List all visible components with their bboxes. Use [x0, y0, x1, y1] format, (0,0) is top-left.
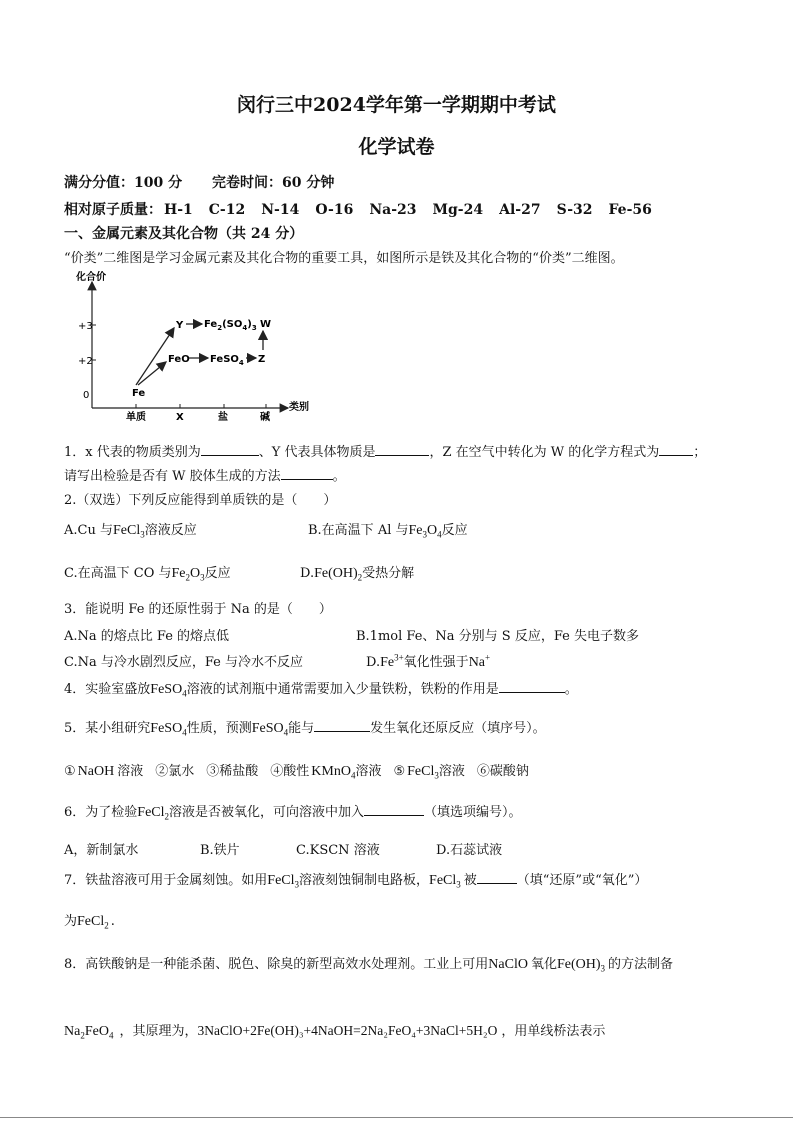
q1-line2: 请写出检验是否有 W 胶体生成的方法 。 [64, 469, 346, 484]
q5-option-4: ④酸性 KMnO$_4$溶液 [270, 764, 382, 781]
q6-option-d[interactable]: D.石蕊试液 [436, 843, 503, 858]
mass-fe: Fe-56 [608, 202, 652, 218]
q4-blank[interactable] [499, 680, 565, 693]
exam-title: 闵行三中2024学年第一学期期中考试 [237, 94, 556, 116]
mass-c: C-12 [208, 202, 246, 218]
section-intro: “价类”二维图是学习金属元素及其化合物的重要工具，如图所示是铁及其化合物的“价类”二维图。 [64, 251, 624, 266]
node-fe2so43: $Fe_2(SO_4)_3$ [204, 319, 257, 332]
x-tick-x: X [176, 412, 184, 423]
q2-option-d[interactable]: $D.Fe(OH)_2$受热分解 [300, 566, 415, 583]
node-feo: FeO [168, 354, 190, 365]
q5-line: 5．某小组研究FeSO$_4$性质，预测FeSO$_4$能与 发生氧化还原反应（填序号）。 [64, 721, 546, 738]
y-axis-label: 化合价 [76, 272, 106, 283]
node-y: Y [176, 320, 184, 331]
section-title: 一、金属元素及其化合物（共 24 分） [64, 226, 304, 242]
q6-blank[interactable] [364, 803, 424, 816]
y-tick-plus2: +2 [78, 356, 93, 367]
y-tick-plus3: +3 [78, 321, 93, 332]
q2-option-a[interactable]: A.Cu 与FeCl$_3$溶液反应 [64, 523, 197, 540]
node-z: Z [258, 354, 266, 365]
q5-option-1: ① NaOH 溶液 [64, 764, 144, 779]
q2-stem: 2.（双选）下列反应能得到单质铁的是（ ） [64, 493, 337, 508]
atomic-mass-label: 相对原子质量： [64, 202, 162, 218]
mass-na: Na-23 [369, 202, 417, 218]
mass-o: O-16 [315, 202, 354, 218]
q5-option-5: ⑤ FeCl$_3$溶液 [393, 764, 465, 781]
x-tick-element: 单质 [126, 412, 146, 423]
q3-option-a[interactable]: A.Na 的熔点比 Fe 的熔点低 [64, 629, 230, 644]
page-bottom-rule [0, 1117, 793, 1118]
mass-al: Al-27 [499, 202, 541, 218]
x-axis-label: 类别 [289, 402, 309, 413]
q2-option-c[interactable]: C.在高温下 CO 与$Fe_2O_3$反应 [64, 566, 231, 583]
mass-h: H-1 [164, 202, 193, 218]
q8-line2: $Na_2FeO_4$ ，其原理为，3NaClO+2Fe(OH)₃+4NaOH=2Na₂FeO₄+3NaCl+5H₂O ，用单线桥法表示 [64, 1023, 606, 1041]
valence-class-diagram [62, 268, 322, 424]
q7-blank[interactable] [477, 871, 517, 884]
x-tick-base: 碱 [260, 412, 270, 423]
node-feso4: FeSO$_4$ [210, 354, 244, 367]
q1-line1: 1．x 代表的物质类别为 、Y 代表具体物质是 ，Z 在空气中转化为 W 的化学方程式为 ； [64, 445, 707, 460]
q1-blank-equation[interactable] [659, 443, 693, 456]
q5-option-2: ②氯水 [155, 764, 195, 779]
q6-option-a[interactable]: A，新制氯水 [64, 843, 139, 858]
time-info: 完卷时间：60 分钟 [212, 175, 335, 191]
mass-mg: Mg-24 [432, 202, 484, 218]
q3-option-c[interactable]: C.Na 与冷水剧烈反应，Fe 与冷水不反应 [64, 655, 304, 670]
node-w: W [260, 319, 272, 330]
q5-options [64, 760, 529, 781]
exam-subtitle: 化学试卷 [358, 136, 435, 158]
q3-option-b[interactable]: B.1mol Fe、Na 分别与 S 反应，Fe 失电子数多 [356, 629, 639, 644]
q5-option-3: ③稀盐酸 [206, 764, 259, 779]
q7-line1: 7．铁盐溶液可用于金属刻蚀。如用FeCl$_3$溶液刻蚀铜制电路板，FeCl$_3$ 被 （填“还原”或“氧化”） [64, 873, 648, 890]
q5-option-6: ⑥碳酸钠 [476, 764, 529, 779]
arrow-fe-to-feo [138, 362, 166, 385]
q4-line: 4．实验室盛放FeSO$_4$溶液的试剂瓶中通常需要加入少量铁粉，铁粉的作用是 。 [64, 682, 578, 699]
q6-option-c[interactable]: C.KSCN 溶液 [296, 843, 380, 858]
q6-option-b[interactable]: B.铁片 [200, 843, 240, 858]
q1-blank-x[interactable] [201, 443, 259, 456]
q2-option-b[interactable]: B.在高温下 Al 与$Fe_3O_4$反应 [308, 523, 468, 540]
y-tick-zero: 0 [83, 390, 90, 401]
mass-s: S-32 [556, 202, 593, 218]
q7-line2: 为FeCl$_2$ . [64, 914, 115, 931]
q3-stem: 3．能说明 Fe 的还原性弱于 Na 的是（ ） [64, 602, 332, 617]
q8-line1: 8．高铁酸钠是一种能杀菌、脱色、除臭的新型高效水处理剂。工业上可用NaClO 氧化$Fe(OH)_3$ 的方法制备 [64, 957, 674, 974]
q8-equation: 3NaClO+2Fe(OH)₃+4NaOH=2Na₂FeO₄+3NaCl+5H₂O [197, 1023, 498, 1038]
node-fe: Fe [132, 388, 146, 399]
q1-blank-y[interactable] [375, 443, 429, 456]
q6-line: 6．为了检验FeCl$_2$溶液是否被氧化，可向溶液中加入 （填选项编号）。 [64, 805, 522, 822]
score-info: 满分分值：100 分 [64, 175, 183, 191]
q5-blank[interactable] [314, 719, 370, 732]
x-tick-salt: 盐 [218, 412, 228, 423]
q1-blank-method[interactable] [281, 467, 333, 480]
atomic-mass-line [64, 199, 652, 219]
mass-n: N-14 [261, 202, 300, 218]
q3-option-d[interactable]: $D.Fe^{3+}$氧化性强于Na+ [366, 652, 491, 670]
